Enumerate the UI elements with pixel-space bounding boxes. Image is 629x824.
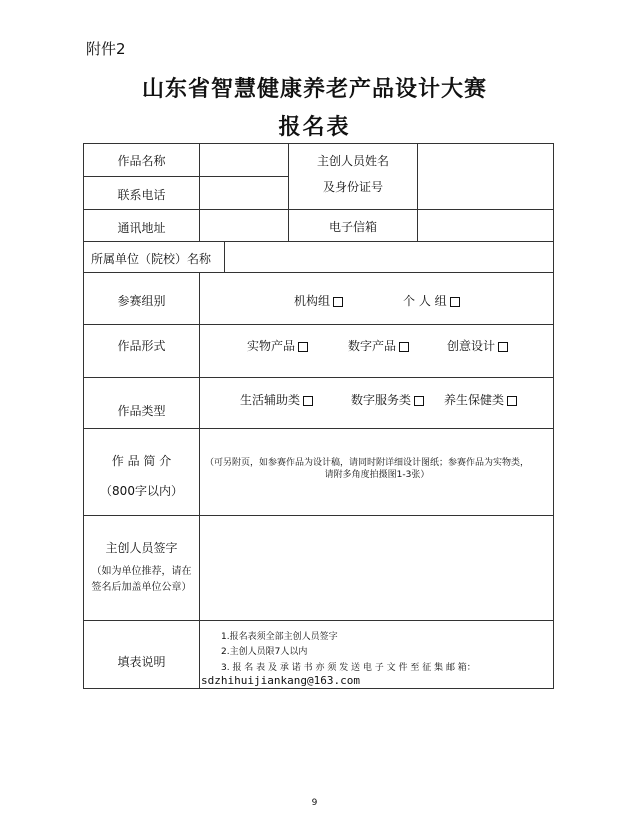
intro-label-line1: 作 品 简 介 [111, 454, 172, 468]
type-label: 作品类型 [117, 404, 166, 418]
intro-note-line2: 请附多角度拍摄图1-3张） [324, 470, 430, 480]
sign-label-line1: 主创人员签字 [105, 541, 178, 555]
checkbox-icon[interactable] [498, 342, 508, 352]
form-title: 山东省智慧健康养老产品设计大赛 [141, 77, 487, 102]
intro-label-line2: （800字以内） [100, 484, 183, 498]
address-field[interactable] [201, 211, 287, 240]
form-label: 作品形式 [117, 339, 166, 353]
note-item-1: 1.报名表须全部主创人员签字 [221, 632, 338, 642]
intro-note-line1: （可另附页，如参赛作品为设计稿，请同时附详细设计图纸；参赛作品为实物类， [205, 458, 530, 468]
type-option-digital-service[interactable]: 数字服务类 [351, 391, 424, 408]
checkbox-icon[interactable] [298, 342, 308, 352]
notes-label: 填表说明 [117, 655, 166, 669]
group-option-institution[interactable]: 机构组 [294, 292, 343, 309]
work-name-field[interactable] [201, 145, 287, 175]
intro-field[interactable] [201, 480, 552, 514]
checkbox-icon[interactable] [333, 297, 343, 307]
unit-field[interactable] [226, 243, 552, 271]
email-label: 电子信箱 [328, 220, 377, 234]
sign-label-line3: 签名后加盖单位公章） [91, 582, 192, 593]
checkbox-icon[interactable] [399, 342, 409, 352]
creator-label-line2: 及身份证号 [322, 180, 383, 194]
checkbox-icon[interactable] [507, 396, 517, 406]
form-option-creative[interactable]: 创意设计 [447, 337, 508, 354]
email-field[interactable] [419, 211, 552, 240]
note-item-3: 3. 报 名 表 及 承 诺 书 亦 须 发 送 电 子 文 件 至 征 集 邮 箱： [221, 663, 476, 673]
creator-label-line1: 主创人员姓名 [316, 154, 389, 168]
work-name-label: 作品名称 [117, 154, 166, 168]
checkbox-icon[interactable] [414, 396, 424, 406]
page-number: 9 [311, 798, 318, 808]
group-label: 参赛组别 [117, 294, 166, 308]
phone-label: 联系电话 [117, 188, 166, 202]
signature-field[interactable] [201, 517, 552, 619]
address-label: 通讯地址 [117, 221, 166, 235]
form-option-digital[interactable]: 数字产品 [348, 337, 409, 354]
sign-label-line2: （如为单位推荐，请在 [91, 566, 192, 577]
checkbox-icon[interactable] [450, 297, 460, 307]
phone-field[interactable] [201, 178, 287, 208]
note-item-2: 2.主创人员限7人以内 [221, 647, 308, 657]
attachment-label: 附件2 [86, 40, 126, 58]
contact-email-address: sdzhihuijiankang@163.com [201, 674, 360, 687]
creator-field[interactable] [419, 145, 552, 208]
checkbox-icon[interactable] [303, 396, 313, 406]
type-option-life-assist[interactable]: 生活辅助类 [240, 391, 313, 408]
group-option-individual[interactable]: 个 人 组 [403, 292, 460, 309]
unit-label: 所属单位（院校）名称 [91, 252, 212, 266]
form-subtitle: 报名表 [278, 115, 351, 140]
type-option-health-care[interactable]: 养生保健类 [444, 391, 517, 408]
form-option-physical[interactable]: 实物产品 [247, 337, 308, 354]
